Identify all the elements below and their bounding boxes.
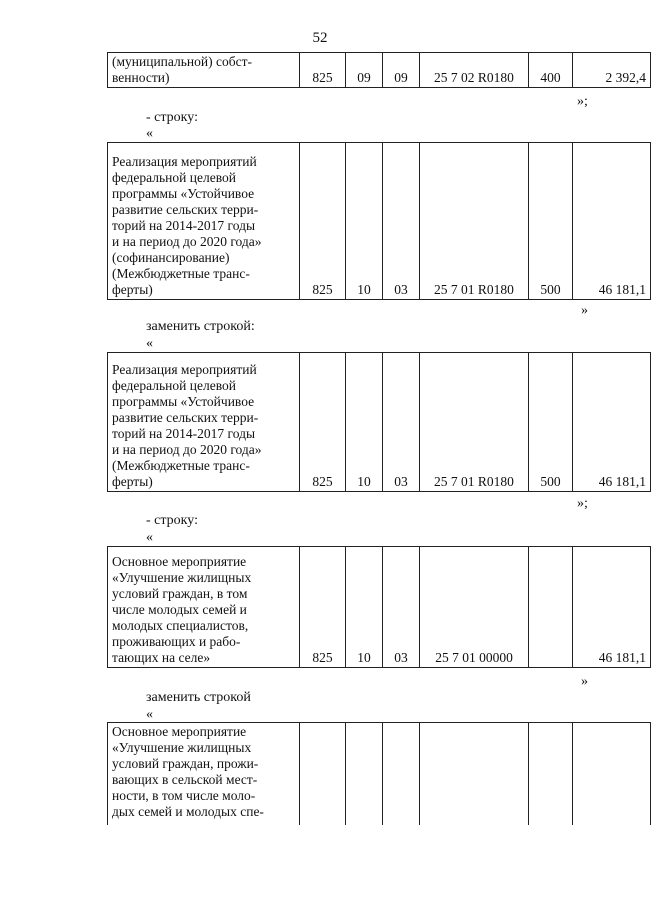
instruction-text: - строку: [146, 110, 198, 125]
instruction-text: - строку: [146, 513, 198, 528]
cell-section: 10 [346, 547, 383, 668]
cell-name: Основное мероприятие «Улучшение жилищных условий граждан, прожи- вающих в сельской мест- ности, в том числе моло- дых семей и молодых спе- [108, 723, 300, 826]
cell-target-article: 25 7 02 R0180 [420, 53, 529, 88]
cell-subsection: 09 [383, 53, 420, 88]
page-number: 52 [312, 30, 328, 46]
cell-admin-code: 825 [300, 547, 346, 668]
cell-subsection [383, 723, 420, 826]
cell-subsection: 03 [383, 547, 420, 668]
budget-table-fragment [107, 52, 651, 88]
cell-subsection: 03 [383, 353, 420, 492]
cell-section: 10 [346, 143, 383, 300]
opening-quote: « [146, 336, 153, 351]
cell-amount: 46 181,1 [573, 353, 651, 492]
cell-target-article: 25 7 01 R0180 [420, 143, 529, 300]
table-row [108, 53, 651, 88]
cell-subsection: 03 [383, 143, 420, 300]
closing-quote: »; [577, 496, 588, 511]
instruction-text: заменить строкой [146, 690, 251, 705]
cell-section [346, 723, 383, 826]
closing-quote: » [581, 303, 588, 318]
opening-quote: « [146, 126, 153, 141]
cell-name: (муниципальной) собст- венности) [108, 53, 300, 88]
table-row [108, 143, 651, 300]
cell-section: 10 [346, 353, 383, 492]
budget-table-fragment [107, 546, 651, 668]
cell-name: Основное мероприятие «Улучшение жилищных условий граждан, в том числе молодых семей и молодых специалистов, проживающих и рабо- тающих на селе» [108, 547, 300, 668]
cell-expense-type [529, 547, 573, 668]
budget-table-fragment [107, 722, 651, 825]
cell-target-article: 25 7 01 R0180 [420, 353, 529, 492]
cell-expense-type: 500 [529, 353, 573, 492]
instruction-text: заменить строкой: [146, 319, 255, 334]
table-row [108, 723, 651, 826]
cell-target-article: 25 7 01 00000 [420, 547, 529, 668]
closing-quote: »; [577, 94, 588, 109]
cell-amount: 46 181,1 [573, 547, 651, 668]
cell-expense-type: 400 [529, 53, 573, 88]
table-row [108, 547, 651, 668]
cell-target-article [420, 723, 529, 826]
cell-admin-code: 825 [300, 353, 346, 492]
cell-admin-code: 825 [300, 143, 346, 300]
cell-expense-type [529, 723, 573, 826]
cell-admin-code: 825 [300, 53, 346, 88]
cell-amount: 46 181,1 [573, 143, 651, 300]
opening-quote: « [146, 530, 153, 545]
table-row [108, 353, 651, 492]
opening-quote: « [146, 707, 153, 722]
cell-expense-type: 500 [529, 143, 573, 300]
budget-table-fragment [107, 352, 651, 492]
cell-admin-code [300, 723, 346, 826]
budget-table-fragment [107, 142, 651, 300]
closing-quote: » [581, 674, 588, 689]
cell-section: 09 [346, 53, 383, 88]
cell-amount [573, 723, 651, 826]
cell-name: Реализация мероприятий федеральной целевой программы «Устойчивое развитие сельских терри- торий на 2014-2017 годы и на период до 2020 года» (Межбюджетные транс- ферты) [108, 353, 300, 492]
cell-name: Реализация мероприятий федеральной целевой программы «Устойчивое развитие сельских терри- торий на 2014-2017 годы и на период до 2020 года» (софинансирование) (Межбюджетные транс- ферты) [108, 143, 300, 300]
cell-amount: 2 392,4 [573, 53, 651, 88]
